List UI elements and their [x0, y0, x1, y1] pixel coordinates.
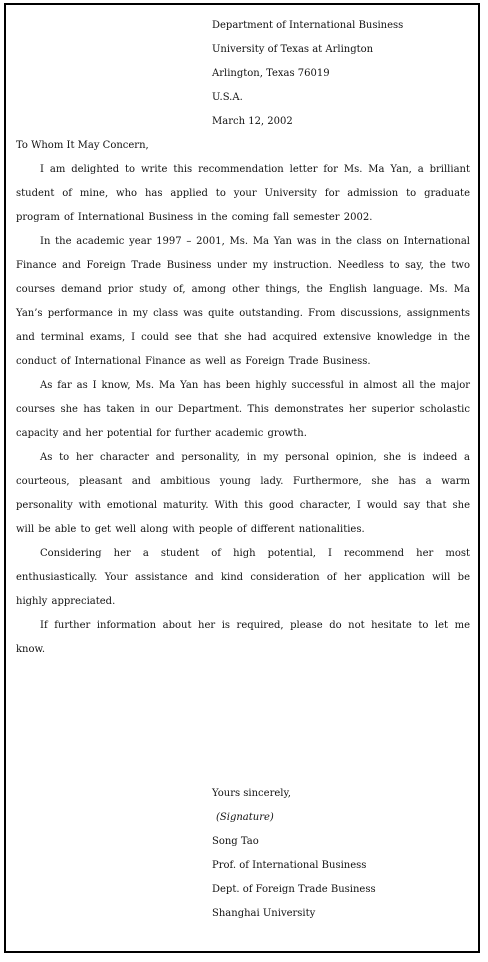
closing-block	[212, 782, 470, 926]
paragraph-intro: I am delighted to write this recommendation letter for Ms. Ma Yan, a brilliant student of mine, who has applied to your University for admission to graduate program of International Business in the coming fall semester 2002.	[16, 164, 470, 223]
letter-body	[16, 134, 470, 662]
sender-country: U.S.A.	[212, 92, 243, 103]
sender-department: Department of International Business	[212, 20, 404, 31]
signature: (Signature)	[216, 812, 274, 823]
paragraph-character: As to her character and personality, in my personal opinion, she is indeed a courteous, pleasant and ambitious young lady. Furthermore, she has a warm personality with emotional maturity. With this good character, I would say that she will be able to get well along with people of different nationalities.	[16, 452, 470, 535]
sender-university: University of Texas at Arlington	[212, 44, 374, 55]
signer-name: Song Tao	[212, 836, 259, 847]
paragraph-academic-performance: In the academic year 1997 – 2001, Ms. Ma Yan was in the class on International Finance and Foreign Trade Business under my instruction. Needless to say, the two courses demand prior study of, among other things, the English language. Ms. Ma Yan’s performance in my class was quite outstanding. From discussions, assignments and terminal exams, I could see that she had acquired extensive knowledge in the conduct of International Finance as well as Foreign Trade Business.	[16, 236, 470, 367]
signer-institution: Shanghai University	[212, 908, 316, 919]
sender-city: Arlington, Texas 76019	[212, 68, 330, 79]
paragraph-department-success: As far as I know, Ms. Ma Yan has been highly successful in almost all the major courses she has taken in our Department. This demonstrates her superior scholastic capacity and her potential for further academic growth.	[16, 380, 470, 439]
signer-title: Prof. of International Business	[212, 860, 367, 871]
sender-address	[212, 14, 470, 134]
valediction: Yours sincerely,	[212, 788, 291, 799]
letter-date: March 12, 2002	[212, 116, 293, 127]
paragraph-contact: If further information about her is required, please do not hesitate to let me know.	[16, 620, 470, 655]
paragraph-recommendation: Considering her a student of high potential, I recommend her most enthusiastically. Your assistance and kind consideration of her application will be highly appreciated.	[16, 548, 470, 607]
signer-department: Dept. of Foreign Trade Business	[212, 884, 376, 895]
salutation: To Whom It May Concern,	[16, 140, 149, 151]
letter-page	[4, 3, 480, 953]
